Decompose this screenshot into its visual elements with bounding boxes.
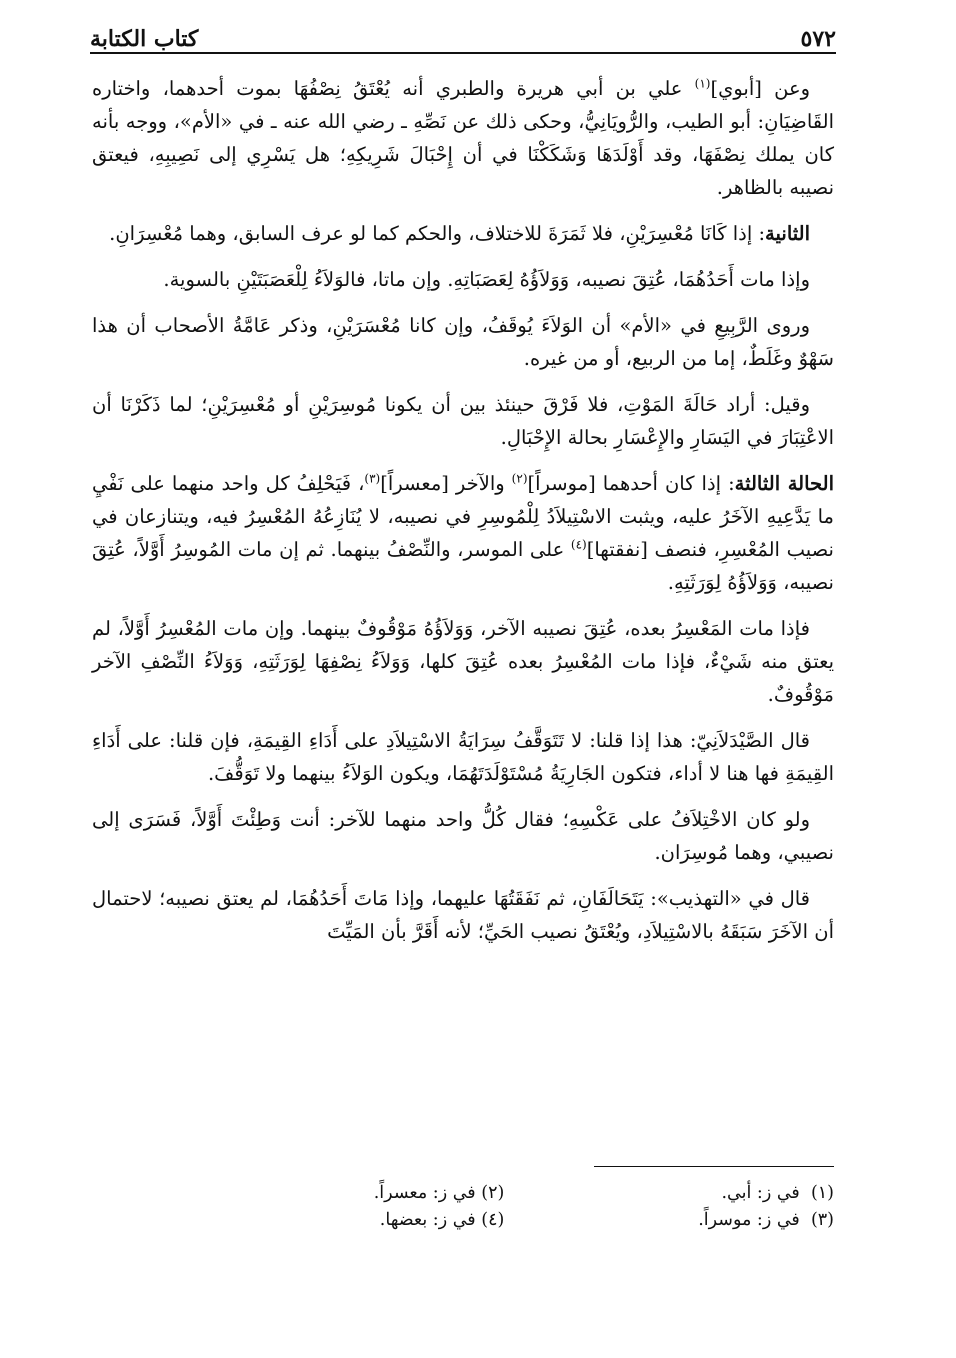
paragraph xyxy=(92,467,834,599)
footnote-number: (١) xyxy=(810,1183,834,1203)
paragraph xyxy=(92,309,834,375)
page-header xyxy=(90,12,836,52)
footnote-number: (٢) xyxy=(481,1183,505,1203)
section-lead: الثانية xyxy=(765,222,810,245)
footnote-item xyxy=(530,1207,834,1234)
book-title: كتاب الكتابة xyxy=(90,26,199,52)
footnotes xyxy=(200,1180,834,1234)
paragraph: قال الصَّيْدَلاَنِيّ: هذا إذا قلنا: لا تَتَوَقَّفُ سِرَايَةُ الاسْتِيلاَدِ على أَدَاءِ القِيمَةِ، فإن قلنا: على أَدَاءِ القِيمَةِ فها هنا لا أداء، فتكون الجَارِيَةُ مُسْتَوْلَدَتَهُمَا، ويكون الوَلاَءُ بينهما ولا تَوَقُّفَ. xyxy=(92,729,834,785)
footnote-item xyxy=(200,1207,504,1234)
paragraph-text: : إذا كَانَا مُعْسِرَيْنِ، فلا ثَمَرَةَ للاختلاف، والحكم كما لو عرف السابق، وهما مُعْسِرَانِ. xyxy=(109,222,766,245)
section-lead: الحالة الثالثة xyxy=(734,472,834,495)
paragraph-text: : إذا كان أحدهما [موسراً] xyxy=(527,472,735,495)
footnote-row xyxy=(200,1180,834,1207)
paragraph-text: على الموسر، والنِّصْفُ بينهما. ثم إن مات المُوسِرُ أَوَّلاً، عُتِقَ نصيبه، وَوَلاَؤُهُ لِوَرَثَتِهِ. xyxy=(92,538,834,594)
footnote-rule xyxy=(594,1166,834,1167)
paragraph xyxy=(92,388,834,454)
body-text xyxy=(92,72,834,961)
page-number: ٥٧٢ xyxy=(800,26,836,52)
paragraph-text: والآخر [معسراً] xyxy=(380,472,512,495)
paragraph xyxy=(92,72,834,204)
footnote-text: في ز: أبي. xyxy=(721,1183,800,1203)
footnote-ref: (٣) xyxy=(364,471,381,486)
footnote-item xyxy=(530,1180,834,1207)
paragraph: فإذا مات المَعْسِرُ بعده، عُتِقَ نصيبه الآخر، وَوَلاَؤُهُ مَوْقُوفٌ بينهما. وإن مات المُعْسِرُ أَوَّلاً، لم يعتق منه شَيْءٌ، فإذا مات المُعْسِرُ بعده عُتِقَ كلها، وَوَلاَءُ نِصْفِهَا لِوَرَثَتِهِ، وَوَلاَءُ النِّصْفِ الآخر مَوْقُوفٌ. xyxy=(92,617,834,706)
paragraph: قال في «التهذيب»: يَتَحَالَفَانِ، ثم نَفَقَتُهَا عليهما، وإذا مَاتَ أَحَدُهُمَا، لم يعتق نصيبه؛ لاحتمال أن الآخَرَ سَبَقَهُ بالاسْتِيلاَدِ، ويُعْتَقُ نصيب الحَيِّ؛ لأنه أَقَرَّ بأن المَيِّتَ xyxy=(92,887,834,943)
footnote-number: (٤) xyxy=(481,1210,505,1230)
paragraph-text: علي بن أبي هريرة والطبري أنه يُعْتَقُ نِصْفُهَا بموت أحدهما، واختاره القَاضِيَانِ: أبو الطيب، والرُّويَانِيُّ، وحكى ذلك عن نَصِّهِ ـ رضي الله عنه ـ في «الأم»، ووجه بأنه كان يملك نِصْفَهَا، وقد أَوْلَدَهَا وَشَكَكْنَا في أن إِحْبَالَ شَرِيكِهِ؛ هل يَسْرِي إلى نَصِيبِهِ، فيعتق نصيبه بالظاهر. xyxy=(92,77,834,199)
paragraph xyxy=(92,263,834,296)
footnote-item xyxy=(200,1180,504,1207)
footnote-row xyxy=(200,1207,834,1234)
paragraph-text: وروى الرَّبِيعِ في «الأم» أن الوَلاَءَ يُوقَفُ، وإن كانا مُعْسَرَيْنِ، وذكر عَامَّةُ الأصحاب أن هذا سَهْوٌ وغَلَطٌ، إما من الربيع، أو من غيره. xyxy=(92,314,834,370)
footnote-number: (٣) xyxy=(810,1210,834,1230)
footnote-ref: (١) xyxy=(694,76,711,91)
footnote-text: في ز: بعضها. xyxy=(379,1210,476,1230)
footnote-ref: (٤) xyxy=(570,537,587,552)
paragraph-text: ، فَيَحْلِفُ كل واحد منهما على نَفْيِ ما يَدَّعِيهِ الآخَرُ عليه، ويثبت الاسْتِيلاَدُ لِلْمُوسِرِ في نصيبه، لا يُنَازِعُهُ المُعْسِرُ فيه، ويتنازعان في نصيب المُعْسِرِ، فنصف [نفقتها] xyxy=(92,472,834,561)
paragraph xyxy=(92,217,834,250)
header-rule xyxy=(90,52,836,54)
footnote-text: في ز: معسراً. xyxy=(373,1183,476,1203)
footnote-ref: (٢) xyxy=(511,471,528,486)
paragraph: ولو كان الاخْتِلاَفُ على عَكْسِهِ؛ فقال كُلُّ واحد منهما للآخر: أنت وَطِئْتَ أَوَّلاً، فَسَرَى إلى نصيبي، وهما مُوسِرَان. xyxy=(92,808,834,864)
paragraph-text: وقيل: أراد حَالَةَ المَوْتِ، فلا فَرْقَ حينئذ بين أن يكونا مُوسِرَيْنِ أو مُعْسِرَيْنِ؛ لما ذَكَرْنَا أن الاعْتِبَارَ في اليَسَارِ والإِعْسَارِ بحالة الإِحْبَالِ. xyxy=(92,393,834,449)
footnote-text: في ز: موسراً. xyxy=(698,1210,800,1230)
paragraph-text: وعن [أبوي] xyxy=(710,77,810,100)
paragraph-text: وإذا مات أَحَدُهُمَا، عُتِقَ نصيبه، وَوَلاَؤُهُ لِعَصَبَاتِهِ. وإن ماتا، فالوَلاَءُ لِلْعَصَبَتَيْنِ بالسوية. xyxy=(163,268,810,291)
